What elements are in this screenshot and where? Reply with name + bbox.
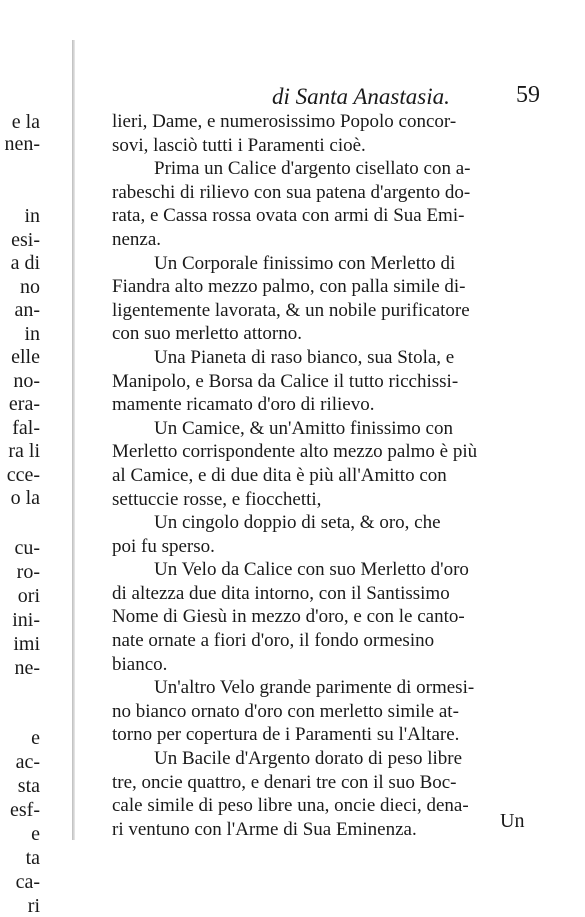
page-number: 59 — [516, 82, 540, 108]
catchword: Un — [500, 810, 525, 832]
left-fragment-line: no — [20, 276, 40, 298]
text-line: Un'altro Velo grande parimente di ormesi- — [154, 677, 475, 699]
text-line: Nome di Giesù in mezzo d'oro, e con le canto- — [112, 606, 465, 628]
left-fragment-line: o la — [10, 487, 40, 509]
left-fragment-line: ra li — [8, 440, 40, 462]
book-gutter — [72, 40, 75, 840]
left-fragment-line: ca- — [15, 871, 40, 893]
text-line: Prima un Calice d'argento cisellato con a- — [154, 158, 471, 180]
text-line: ligentemente lavorata, & un nobile purificatore — [112, 299, 470, 321]
text-line: Fiandra alto mezzo palmo, con palla simile di- — [112, 276, 466, 298]
left-fragment-line: esi- — [11, 229, 40, 251]
text-line: torno per copertura de i Paramenti su l'Altare. — [112, 724, 460, 746]
text-line: Un cingolo doppio di seta, & oro, che — [154, 512, 441, 534]
left-fragment-line: in — [24, 323, 40, 345]
text-line: Un Bacile d'Argento dorato di peso libre — [154, 748, 463, 770]
text-line: rata, e Cassa rossa ovata con armi di Sua Emi- — [112, 205, 465, 227]
left-fragment-line: esf- — [10, 799, 40, 821]
left-fragment-line: cce- — [6, 464, 40, 486]
text-line: nate ornate a fiori d'oro, il fondo ormesino — [112, 630, 435, 652]
text-line: settuccie rosse, e fiocchetti, — [112, 488, 322, 510]
left-fragment-line: a di — [10, 252, 40, 274]
text-line: poi fu sperso. — [112, 535, 215, 557]
left-fragment-line: ro- — [16, 561, 40, 583]
text-line: di altezza due dita intorno, con il Santissimo — [112, 582, 450, 604]
text-line: ri ventuno con l'Arme di Sua Eminenza. — [112, 818, 417, 840]
left-fragment-line: elle — [11, 346, 40, 368]
left-fragment-line: e la — [11, 111, 40, 133]
text-line: Manipolo, e Borsa da Calice il tutto ricchissi- — [112, 370, 459, 392]
body-text — [112, 110, 552, 841]
left-fragment-line: fal- — [12, 417, 40, 439]
text-line: bianco. — [112, 653, 168, 675]
page-header — [112, 84, 544, 110]
left-fragment-line: ne- — [14, 657, 40, 679]
left-fragment-line: an- — [14, 299, 40, 321]
left-fragment-line: e — [31, 823, 40, 845]
left-fragment-line: sta — [17, 775, 40, 797]
left-fragment-line: cu- — [14, 537, 40, 559]
text-line: tre, oncie quattro, e denari tre con il suo Boc- — [112, 771, 457, 793]
left-fragment-line: ini- — [12, 609, 40, 631]
left-fragment-line: ri — [27, 895, 40, 917]
text-line: con suo merletto attorno. — [112, 323, 302, 345]
running-head: di Santa Anastasia. — [272, 84, 450, 109]
text-line: no bianco ornato d'oro con merletto simile at- — [112, 700, 459, 722]
left-fragment-line: ta — [25, 847, 40, 869]
text-line: Un Corporale finissimo con Merletto di — [154, 252, 456, 274]
left-fragment-line: no- — [13, 370, 40, 392]
text-line: rabeschi di rilievo con sua patena d'argento do- — [112, 181, 471, 203]
text-line: sovi, lasciò tutti i Paramenti cioè. — [112, 134, 366, 156]
text-line: Un Camice, & un'Amitto finissimo con — [154, 417, 453, 439]
text-line: lieri, Dame, e numerosissimo Popolo concor- — [112, 111, 457, 132]
text-line: mamente ricamato d'oro di rilievo. — [112, 394, 375, 416]
left-fragment-line: era- — [8, 393, 40, 415]
left-fragment-line: ori — [17, 585, 40, 607]
left-fragment-line: in — [24, 205, 40, 227]
text-line: Merletto corrispondente alto mezzo palmo è più — [112, 441, 478, 463]
text-line: Un Velo da Calice con suo Merletto d'oro — [154, 559, 469, 581]
text-line: al Camice, e di due dita è più all'Amitto con — [112, 464, 447, 486]
text-line: cale simile di peso libre una, oncie dieci, dena- — [112, 795, 469, 817]
left-fragment-line: e — [31, 727, 40, 749]
text-line: nenza. — [112, 228, 162, 250]
text-line: Una Pianeta di raso bianco, sua Stola, e — [154, 346, 455, 368]
left-fragment-line: ac- — [15, 751, 40, 773]
left-fragment-line: nen- — [4, 133, 40, 155]
left-fragment-line: imi — [13, 633, 40, 655]
